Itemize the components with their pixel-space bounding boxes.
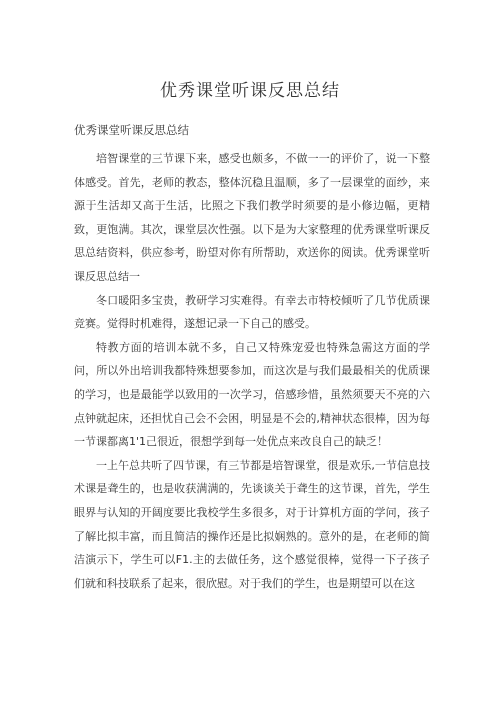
paragraph-2: 冬口暖阳多宝贵，教研学习实难得。有幸去市特校倾听了几节优质课竞赛。觉得时机难得，遂想记录一下自己的感受。 [74, 293, 430, 331]
document-body [74, 147, 430, 595]
document-subtitle: 优秀课堂听课反思总结 [74, 123, 189, 137]
paragraph-1: 培智课堂的三节课下来，感受也颇多，不做一一的评价了，说一下整体感受。首先，老师的教态，整体沉稳且温顺，多了一层课堂的面纱，来源于生活却又高于生活，比照之下我们教学时须要的是小修边幅，更精致，更饱满。其次，课堂层次性强。以下是为大家整理的优秀课堂听课反思总结资料，供应参考，盼望对你有所帮助，欢送你的阅读。优秀课堂听课反思总结一 [74, 152, 430, 283]
paragraph-4: 一上午总共听了四节课，有三节都是培智课堂，很是欢乐,一节信息技术课是聋生的，也是收获满满的，先谈谈关于聋生的这节课，首先，学生眼界与认知的开阔度要比我校学生多很多，对于计算机方面的学问，孩子了解比拟丰富，而且简洁的操作还是比拟娴熟的。意外的是，在老师的简洁演示下，学生可以F1.主的去做任务，这个感觉很棒，觉得一下子孩子们就和科技联系了起来，很欣慰。对于我们的学生，也是期望可以在这 [74, 458, 430, 590]
document-title: 优秀课堂听课反思总结 [160, 81, 340, 101]
paragraph-3: 特教方面的培训本就不多，自己又特殊宠爱也特殊急需这方面的学问，所以外出培训我都特殊想要参加，而这次是与我们最最相关的优质课的学习，也是最能学以致用的一次学习，倍感珍惜，虽然须要天不亮的六点钟就起床，还担忧自己会不会困，明显是不会的,精神状态很棒，因为每一节课都离1'1己很近，很想学到每一处优点来改良自己的缺乏！ [74, 340, 430, 449]
